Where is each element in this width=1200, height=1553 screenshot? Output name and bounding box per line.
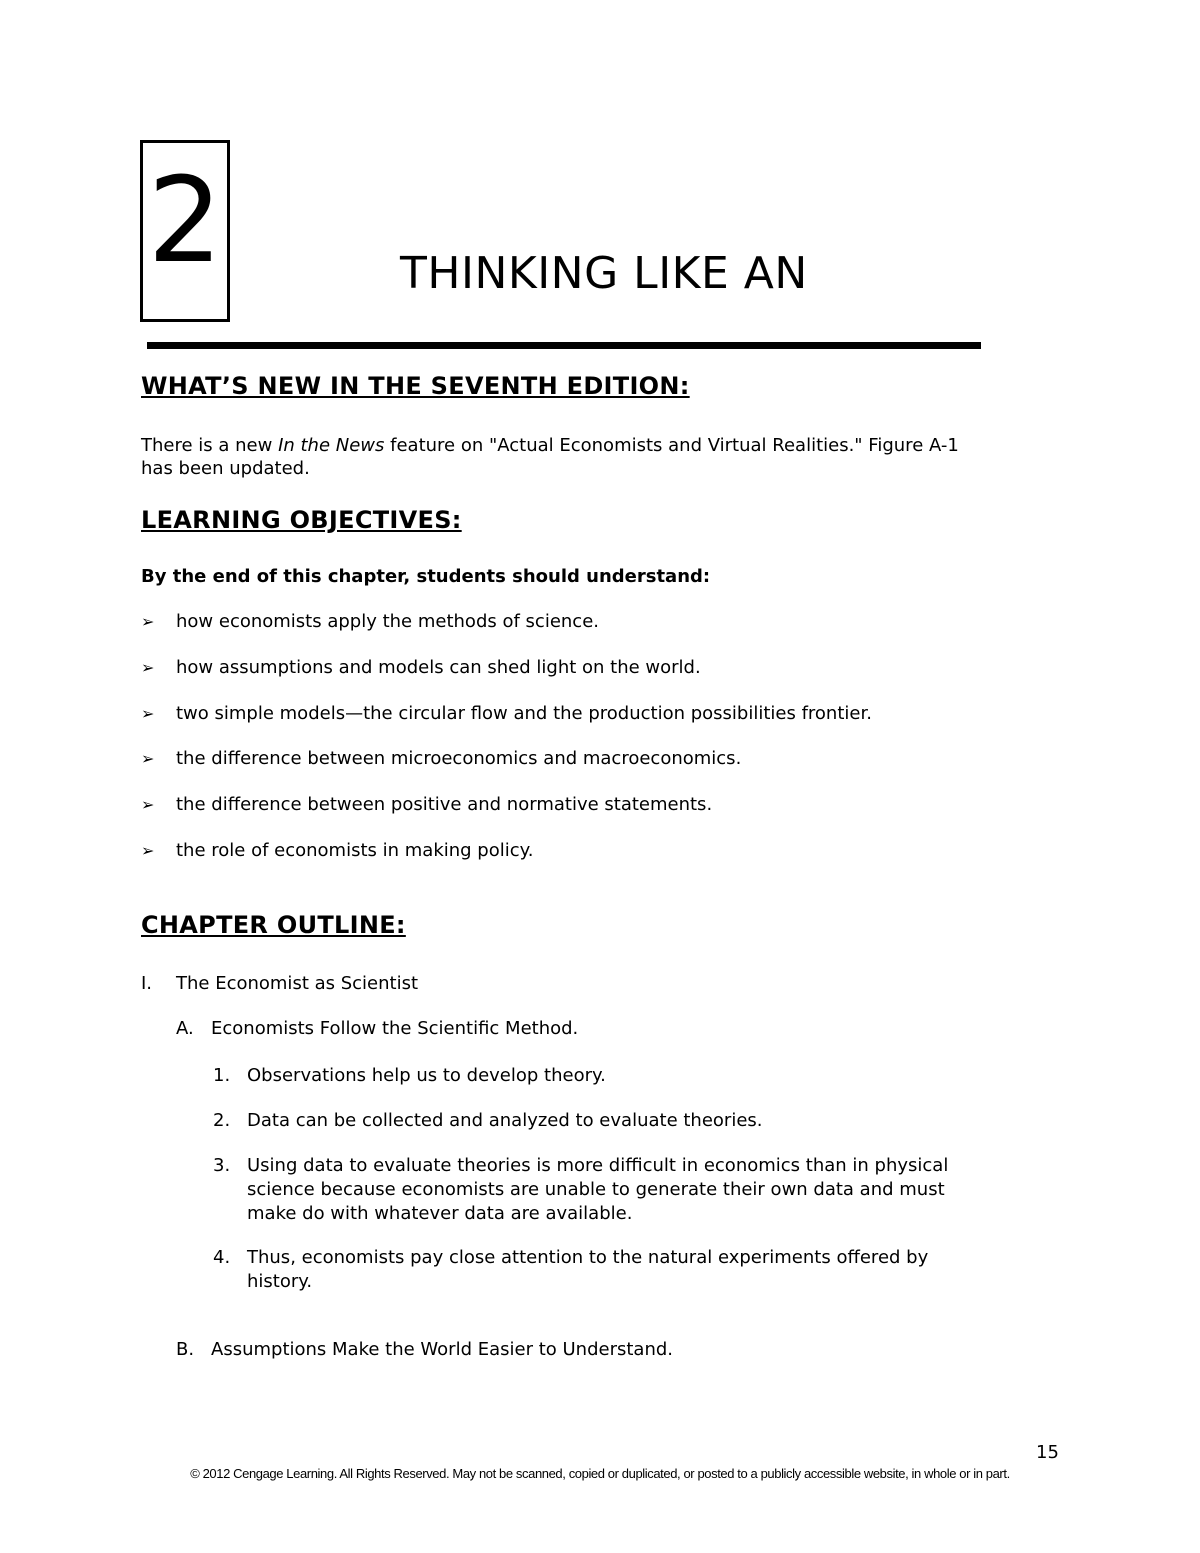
learning-objectives-heading: LEARNING OBJECTIVES: (141, 506, 462, 534)
in-the-news-title: In the News (278, 435, 385, 456)
arrow-bullet-icon: ➢ (141, 795, 155, 814)
whats-new-heading: WHAT’S NEW IN THE SEVENTH EDITION: (141, 372, 690, 400)
page-number: 15 (1036, 1442, 1059, 1463)
list-item: ➢ the difference between positive and normative statements. (141, 794, 713, 815)
arrow-bullet-icon: ➢ (141, 749, 155, 768)
list-item: ➢ the role of economists in making policy. (141, 840, 534, 861)
outline-point: 1. Observations help us to develop theory. (213, 1065, 606, 1086)
chapter-outline-heading: CHAPTER OUTLINE: (141, 911, 406, 939)
arrow-bullet-icon: ➢ (141, 841, 155, 860)
whats-new-text: There is a new In the News feature on "Actual Economists and Virtual Realities." Figure A-1 has been updated. (141, 435, 959, 479)
list-item: ➢ how economists apply the methods of science. (141, 611, 599, 632)
objectives-intro: By the end of this chapter, students should understand: (141, 566, 711, 587)
chapter-number: 2 (147, 151, 223, 289)
outline-subsection: A. Economists Follow the Scientific Method. (176, 1018, 579, 1039)
list-item: ➢ how assumptions and models can shed light on the world. (141, 657, 701, 678)
outline-point: 4. Thus, economists pay close attention to the natural experiments offered by history. (213, 1247, 929, 1292)
chapter-title: THINKING LIKE AN (400, 248, 808, 299)
arrow-bullet-icon: ➢ (141, 658, 155, 677)
title-rule (147, 342, 981, 349)
list-item: ➢ two simple models—the circular flow and the production possibilities frontier. (141, 703, 872, 724)
outline-point: 3. Using data to evaluate theories is more difficult in economics than in physical science because economists are unable to generate their own data and must make do with whatever data are available. (213, 1155, 949, 1224)
copyright-footer: © 2012 Cengage Learning. All Rights Reserved. May not be scanned, copied or duplicated, or posted to a publicly accessible website, in whole or in part. (190, 1466, 1010, 1481)
arrow-bullet-icon: ➢ (141, 612, 155, 631)
arrow-bullet-icon: ➢ (141, 704, 155, 723)
outline-subsection: B. Assumptions Make the World Easier to Understand. (176, 1339, 673, 1360)
outline-section: I. The Economist as Scientist (141, 973, 419, 994)
outline-point: 2. Data can be collected and analyzed to evaluate theories. (213, 1110, 763, 1131)
list-item: ➢ the difference between microeconomics and macroeconomics. (141, 748, 742, 769)
